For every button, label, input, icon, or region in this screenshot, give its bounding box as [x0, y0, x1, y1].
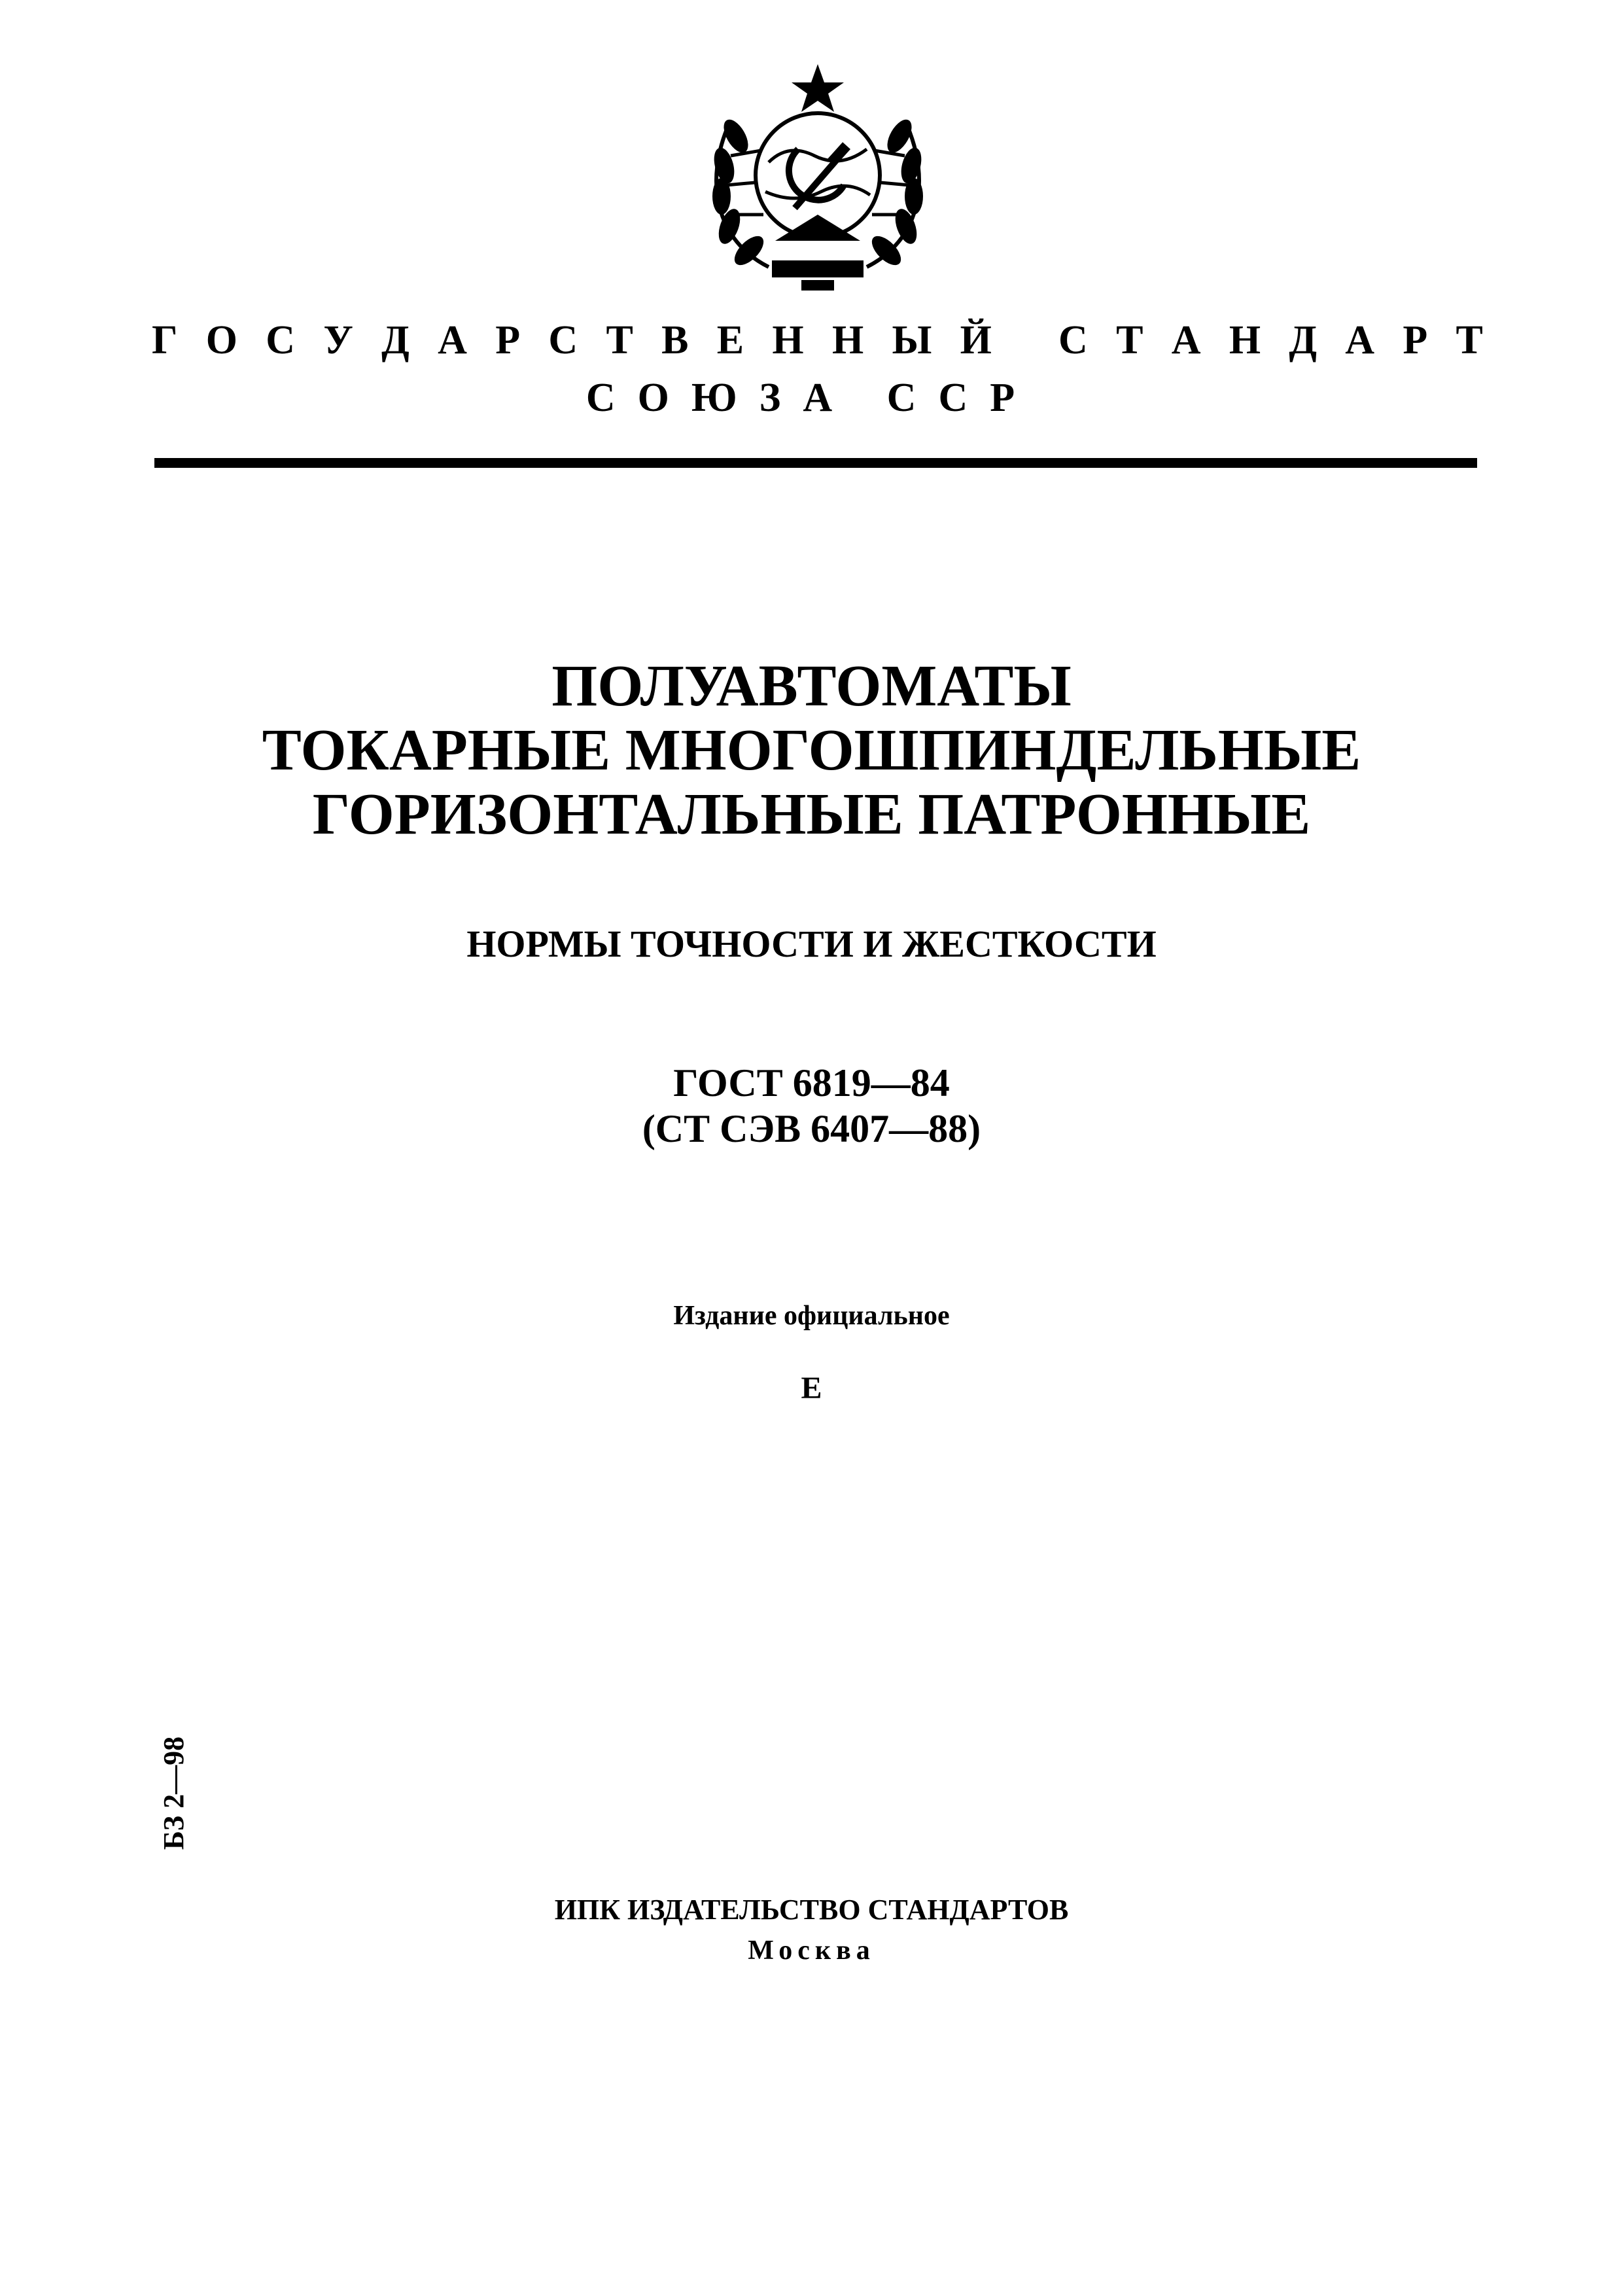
header-line-2: СОЮЗА ССР: [585, 376, 1038, 420]
designation: [0, 1060, 1623, 1152]
header-letter: Г: [152, 318, 178, 362]
edition-label: Издание официальное: [673, 1301, 950, 1331]
header-letter: С: [548, 318, 578, 362]
edition-letter: Е: [801, 1371, 822, 1405]
header-rule: [154, 458, 1477, 468]
header-letter: С: [266, 318, 296, 362]
header-letter: С: [1058, 318, 1088, 362]
side-code-text: БЗ 2—98: [158, 1736, 190, 1850]
ussr-state-emblem-icon: [690, 51, 945, 300]
cmea-number: (СТ СЭВ 6407—88): [642, 1107, 981, 1150]
title-line: ГОРИЗОНТАЛЬНЫЕ ПАТРОННЫЕ: [312, 782, 1311, 847]
publisher-name: ИПК ИЗДАТЕЛЬСТВО СТАНДАРТОВ: [554, 1894, 1069, 1926]
side-code: [154, 1714, 194, 1871]
header-word-gap: [1020, 314, 1030, 366]
header-letter: Д: [381, 318, 410, 362]
gost-number: ГОСТ 6819—84: [673, 1061, 950, 1104]
header-letter: Й: [960, 318, 992, 362]
header-letter: Н: [831, 318, 864, 362]
document-title: [0, 654, 1623, 847]
publisher-city: Москва: [748, 1935, 875, 1966]
header-letter: А: [438, 318, 467, 362]
header-letter: Р: [495, 318, 521, 362]
header-letter: Т: [1456, 318, 1483, 362]
header-letter: Р: [1403, 318, 1428, 362]
header-letter: В: [661, 318, 689, 362]
header-letter: Е: [716, 318, 744, 362]
header-letter: Н: [772, 318, 804, 362]
document-subtitle: НОРМЫ ТОЧНОСТИ И ЖЕСТКОСТИ: [466, 923, 1157, 965]
header-letter: У: [323, 318, 353, 362]
header-letter: Н: [1229, 318, 1261, 362]
header-letter: А: [1345, 318, 1375, 362]
title-line: ПОЛУАВТОМАТЫ: [551, 654, 1072, 718]
header-letter: Т: [1116, 318, 1143, 362]
title-line: ТОКАРНЫЕ МНОГОШПИНДЕЛЬНЫЕ: [262, 718, 1361, 783]
header-letter: А: [1171, 318, 1201, 362]
header-letter: Ы: [892, 318, 932, 362]
header-letter: Д: [1289, 318, 1317, 362]
header-line-1: [152, 314, 1483, 366]
header-letter: О: [205, 318, 237, 362]
header-letter: Т: [606, 318, 633, 362]
